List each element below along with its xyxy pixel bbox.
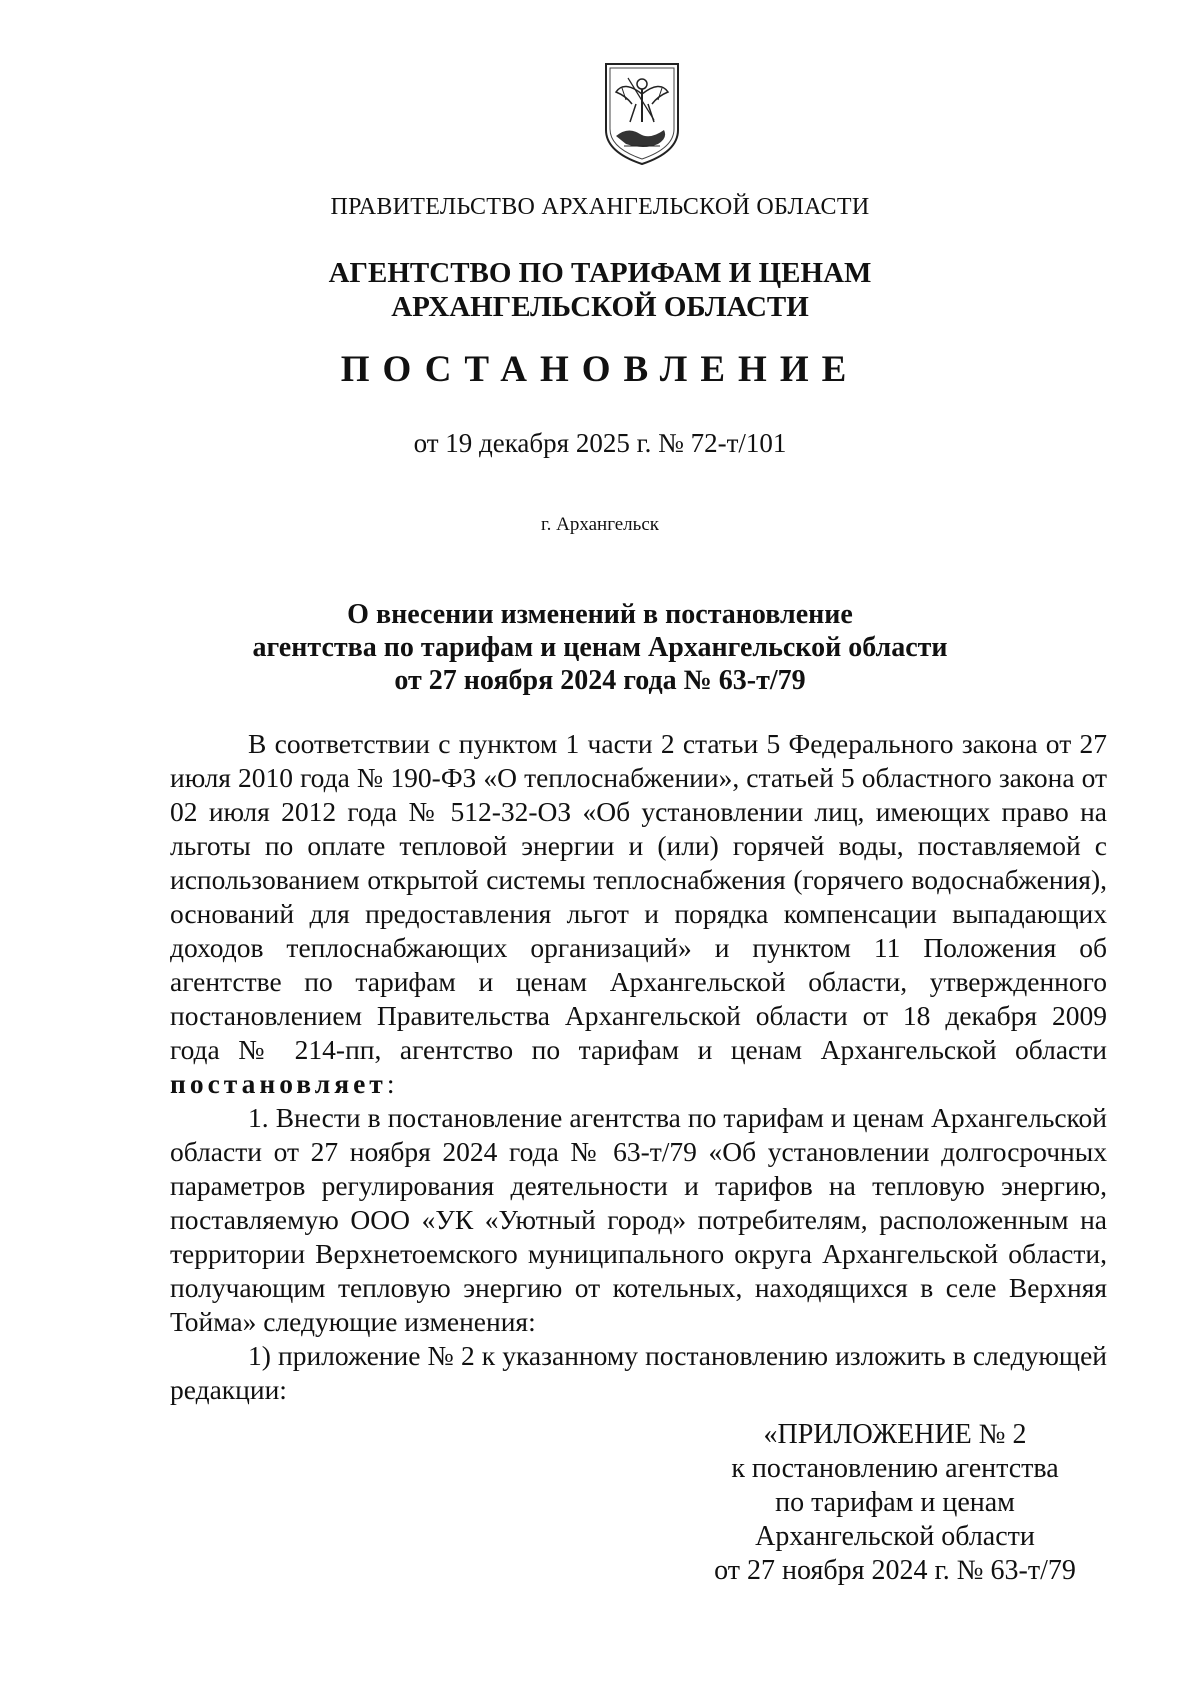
appendix-line4: Архангельской области [755,1521,1035,1552]
appendix-line3: по тарифам и ценам [775,1487,1015,1518]
agency-name-line2: АРХАНГЕЛЬСКОЙ ОБЛАСТИ [391,291,809,323]
appendix-line5: от 27 ноября 2024 г. № 63-т/79 [714,1555,1076,1586]
appendix-line2: к постановлению агентства [731,1453,1059,1484]
item-1-1-paragraph: 1) приложение № 2 к указанному постановлению изложить в следующей редакции: [170,1340,1107,1405]
coat-of-arms-icon [602,60,682,168]
document-type: ПОСТАНОВЛЕНИЕ [340,349,860,390]
document-number: от 19 декабря 2025 г. № 72-т/101 [413,428,787,458]
document-body [170,727,1107,1407]
agency-name [0,256,1200,324]
subject-line2: агентства по тарифам и ценам Архангельской области [252,632,948,663]
government-name: ПРАВИТЕЛЬСТВО АРХАНГЕЛЬСКОЙ ОБЛАСТИ [330,194,870,220]
preamble-paragraph [170,727,1107,1101]
decree-colon: : [386,1068,395,1099]
document-subject [0,598,1200,697]
preamble-text: В соответствии с пунктом 1 части 2 статьи 5 Федерального закона от 27 июля 2010 года № 190-ФЗ «О теплоснабжении», статьей 5 областного закона от 02 июля 2012 года № 512-32-ОЗ «Об установлении лиц, имеющих право на льготы по оплате тепловой энергии и (или) горячей воды, поставляемой с использованием открытой системы теплоснабжения (горячего водоснабжения), оснований для предоставления льгот и порядка компенсации выпадающих доходов теплоснабжающих организаций» и пунктом 11 Положения об агентстве по тарифам и ценам Архангельской области, утвержденного постановлением Правительства Архангельской области от 18 декабря 2009 года № 214-пп, агентство по тарифам и ценам Архангельской области [170,728,1107,1065]
item-1-paragraph: 1. Внести в постановление агентства по тарифам и ценам Архангельской области от 27 ноября 2024 года № 63-т/79 «Об установлении долгосрочных параметров регулирования деятельности и тарифов на тепловую энергию, поставляемую ООО «УК «Уютный город» потребителям, расположенным на территории Верхнетоемского муниципального округа Архангельской области, получающим тепловую энергию от котельных, находящихся в селе Верхняя Тойма» следующие изменения: [170,1102,1107,1337]
subject-line3: от 27 ноября 2024 года № 63-т/79 [394,665,806,696]
appendix-line1: «ПРИЛОЖЕНИЕ № 2 [763,1419,1027,1450]
agency-name-line1: АГЕНТСТВО ПО ТАРИФАМ И ЦЕНАМ [328,257,872,289]
subject-line1: О внесении изменений в постановление [347,599,853,630]
appendix-header [690,1418,1100,1588]
city-name: г. Архангельск [540,514,659,535]
decree-word: постановляет [170,1068,387,1099]
